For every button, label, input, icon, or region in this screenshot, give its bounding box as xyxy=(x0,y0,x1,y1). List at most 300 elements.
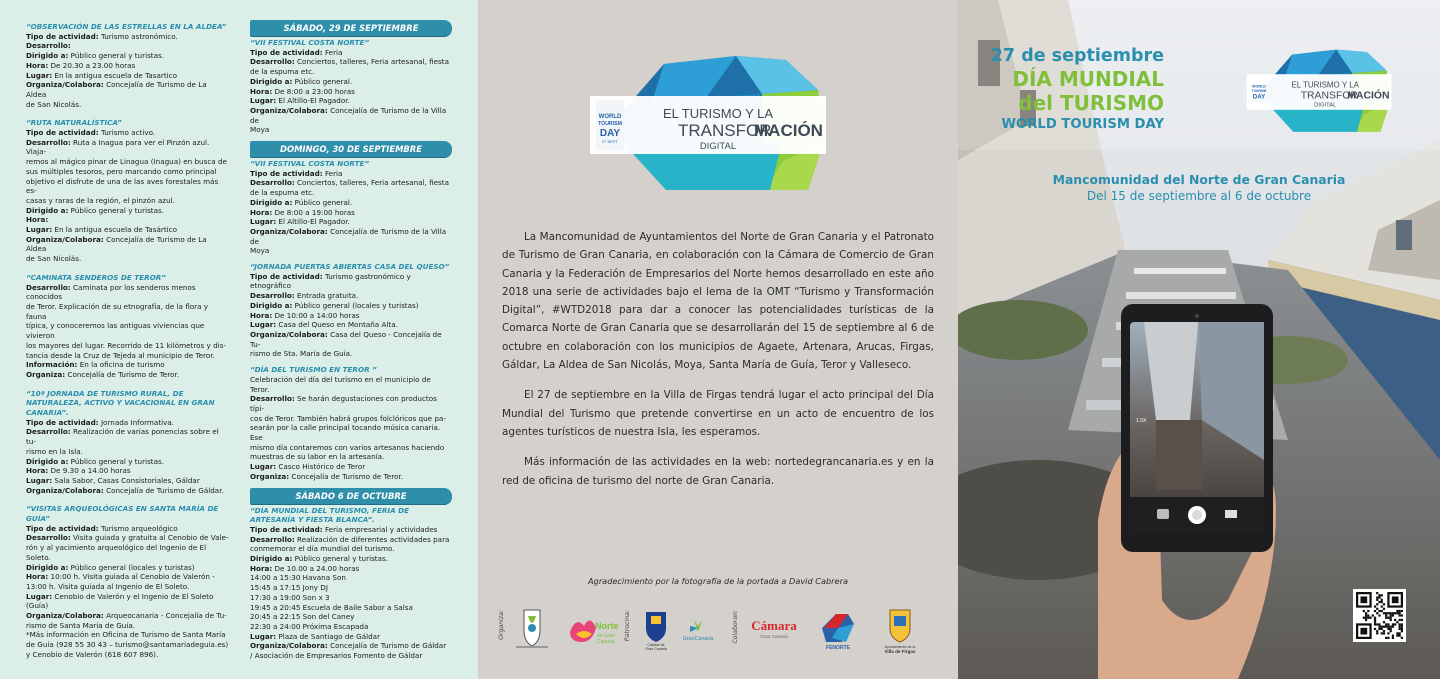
qr-code[interactable] xyxy=(1353,589,1406,642)
activity-detail xyxy=(250,67,452,77)
activity-detail xyxy=(250,535,452,545)
cover-logo-line-3: DIGITAL xyxy=(1314,102,1337,109)
activity-detail xyxy=(250,217,452,227)
intro-paragraph: La Mancomunidad de Ayuntamientos del Norte de Gran Canaria y el Patronato de Turismo de Gran Canaria, en colaboración con la Cámara de Comercio de Gran Canaria y la Federación de Empresarios del Norte hemos desarrollado en este año 2018 una serie de actividades bajo el lema de la OMT “Turismo y Transformación Digital”, #WTD2018 para dar a conocer las potencialidades turísticas de la Comarca Norte de Gran Canaria que se desarrollarán del 15 de septiembre al 6 de octubre en colaboración con los municipios de Agaete, Artenara, Arucas, Firgas, Gáldar, La Aldea de San Nicolás, Moya, Santa María de Guía, Teror y Valleseco. xyxy=(502,231,934,372)
detail-key: Información: xyxy=(26,360,78,370)
detail-value: Entrada gratuita. xyxy=(294,291,359,301)
detail-value: Público general. xyxy=(292,197,353,207)
intro-panel xyxy=(478,0,958,679)
activity-detail xyxy=(26,80,229,99)
detail-key: Lugar: xyxy=(250,462,277,472)
cover-logo-badge-tourism: TOURISM xyxy=(1251,89,1267,93)
detail-key: Hora: xyxy=(250,86,273,96)
detail-value: Jornada Informativa. xyxy=(98,417,175,427)
detail-key: Organiza/Colabora: xyxy=(250,105,328,115)
detail-value: Conciertos, talleres, Feria artesanal, fiesta xyxy=(294,178,450,188)
activity-detail xyxy=(26,302,229,321)
detail-value: de Guía (928 55 30 43 – turismo@santamariadeguia.es) xyxy=(26,640,229,650)
activity-detail xyxy=(250,573,452,583)
detail-value: Casa del Queso en Montaña Alta. xyxy=(276,320,398,330)
cover-campaign-logo xyxy=(1244,46,1404,138)
activity-detail xyxy=(26,476,229,486)
mancomunidad-logo xyxy=(512,606,552,650)
activity-detail xyxy=(250,593,452,603)
activity-detail xyxy=(250,87,452,97)
detail-value: conmemorar el día mundial del turismo. xyxy=(250,544,395,554)
detail-key: Hora: xyxy=(26,572,49,582)
activity-detail xyxy=(250,651,452,661)
activity-title: “VII FESTIVAL COSTA NORTE” xyxy=(250,159,370,169)
detail-value: Concejalía de Turismo de Gáldar. xyxy=(103,485,224,495)
activity-detail xyxy=(26,582,229,592)
logo-line-1: EL TURISMO Y LA xyxy=(662,106,774,121)
activity-block xyxy=(250,506,452,661)
detail-value: Moya xyxy=(250,246,270,256)
activity-detail xyxy=(250,564,452,574)
organizer-name: Mancomunidad del Norte de Gran Canaria xyxy=(1052,172,1346,187)
detail-key: Hora: xyxy=(250,563,273,573)
activity-detail xyxy=(26,466,229,476)
activity-detail xyxy=(250,330,452,349)
logo-line-3: DIGITAL xyxy=(699,141,737,152)
activity-detail xyxy=(26,51,229,61)
intro-text xyxy=(502,228,934,502)
detail-value: Público general y turistas. xyxy=(68,205,165,215)
detail-value: Público general y turistas. xyxy=(292,554,389,564)
detail-value: de Teror. Explicación de su etnografía, de la flora y fauna xyxy=(26,301,209,321)
activity-detail xyxy=(250,198,452,208)
intro-paragraph: El 27 de septiembre en la Villa de Firgas tendrá lugar el acto principal del Día Mundial del Turismo que pretende convertirse en un acto de encuentro de los agentes turísticos de nuestra Isla, les esperamos. xyxy=(502,389,934,438)
activity-detail xyxy=(250,320,452,330)
detail-key: Organiza/Colabora: xyxy=(26,611,104,621)
detail-key: Hora: xyxy=(250,310,273,320)
detail-key: Desarrollo: xyxy=(250,57,295,67)
detail-value: Público general y turistas. xyxy=(68,456,165,466)
detail-key: Tipo de actividad: xyxy=(250,271,323,281)
detail-value: Público general (locales y turistas) xyxy=(68,562,195,572)
activity-detail xyxy=(250,472,452,482)
activity-detail xyxy=(250,125,452,135)
cover-logo-line-1: EL TURISMO Y LA xyxy=(1291,80,1359,90)
detail-value: Casa del Queso - Concejalía de Tu- xyxy=(250,329,442,349)
activity-detail xyxy=(26,61,229,71)
detail-value: 19:45 a 20:45 Escuela de Baile Sabor a Salsa xyxy=(250,602,413,612)
detail-value: Visita guiada y gratuita al Cenobio de Vale- xyxy=(70,533,229,543)
activity-block xyxy=(250,159,452,256)
activities-column-1 xyxy=(26,22,229,669)
activity-detail xyxy=(26,283,229,302)
norte-logo-text-2: de Gran xyxy=(597,633,616,639)
activity-detail xyxy=(250,301,452,311)
logo-badge-world: WORLD xyxy=(598,114,622,120)
detail-value: Moya xyxy=(250,125,270,135)
detail-value: Público general. xyxy=(292,76,353,86)
camara-logo-subtext: Gran Canaria xyxy=(760,634,788,639)
norte-logo-text-3: Canaria xyxy=(597,639,615,645)
activity-title: “RUTA NATURALÍSTICA” xyxy=(26,118,122,128)
detail-key: Desarrollo: xyxy=(250,534,295,544)
detail-key: Organiza/Colabora: xyxy=(250,641,328,651)
activity-detail xyxy=(250,106,452,125)
detail-value: Cenobio de Valerón y el Ingenio de El Soleto xyxy=(52,591,214,601)
activity-title: “10ª JORNADA DE TURISMO RURAL, DE NATURALEZA, ACTIVO Y VACACIONAL EN GRAN CANARIA”. xyxy=(26,388,215,418)
activity-detail xyxy=(26,640,229,650)
cabildo-caption-1: Cabildo de xyxy=(647,643,665,647)
norte-logo-text: Norte xyxy=(595,621,619,631)
cover-logo-line-2b: MACIÓN xyxy=(1347,90,1390,102)
firgas-caption-1: Ayuntamiento de la xyxy=(884,645,916,649)
grancanaria-logo-text: GranCanaria xyxy=(682,636,714,642)
logo-line-2b: MACIÓN xyxy=(754,121,823,140)
detail-key: Organiza/Colabora: xyxy=(250,226,328,236)
organizer-block xyxy=(958,172,1440,205)
detail-key: Desarrollo: xyxy=(26,282,71,292)
detail-value: Se harán degustaciones con productos típi- xyxy=(250,394,437,413)
detail-value: El Altillo-El Pagador. xyxy=(276,96,350,106)
activity-title: “CAMINATA SENDEROS DE TEROR” xyxy=(26,272,166,282)
logo-badge-day: DAY xyxy=(599,128,621,139)
organiza-label: Organiza: xyxy=(498,610,505,640)
detail-key: Lugar: xyxy=(250,96,277,106)
activity-block xyxy=(26,504,229,659)
activity-detail xyxy=(26,611,229,621)
cabildo-logo xyxy=(641,608,671,652)
activity-detail xyxy=(250,443,452,453)
detail-value: Feria empresarial y actividades xyxy=(322,524,438,534)
detail-value: Concejalía de Turismo de la Villa de xyxy=(250,226,447,246)
detail-key: Tipo de actividad: xyxy=(26,31,99,41)
detail-value: Conciertos, talleres, Feria artesanal, fiesta xyxy=(294,57,450,67)
detail-key: Desarrollo: xyxy=(250,291,295,301)
activity-detail xyxy=(250,57,452,67)
cover-logo-badge-day: DAY xyxy=(1252,93,1266,101)
detail-key: Organiza: xyxy=(250,471,290,481)
detail-value: Concejalía de Turismo de Teror. xyxy=(65,369,179,379)
cover-subtitle: WORLD TOURISM DAY xyxy=(1001,117,1164,132)
detail-key: Desarrollo: xyxy=(26,427,71,437)
detail-value: Casco Histórico de Teror xyxy=(276,462,366,472)
detail-value: típica, y conoceremos las antiguas viviencias que vivieron xyxy=(26,321,205,341)
detail-value: y Cenobio de Valerón (618 607 896). xyxy=(26,649,159,659)
activity-detail xyxy=(250,311,452,321)
detail-value: Turismo gastronómico y etnográfico xyxy=(250,271,411,291)
detail-key: Tipo de actividad: xyxy=(250,47,323,57)
cabildo-caption-2: Gran Canaria xyxy=(645,647,667,651)
detail-value: Público general (locales y turistas) xyxy=(292,300,419,310)
activity-detail xyxy=(250,349,452,359)
activity-title: “VISITAS ARQUEOLÓGICAS EN SANTA MARÍA DE GUÍA” xyxy=(26,504,219,524)
detail-value: Turismo astronómico. xyxy=(98,31,178,41)
detail-key: Desarrollo: xyxy=(26,41,71,51)
cover-panel xyxy=(958,0,1440,679)
detail-value: mismo día contaremos con varios artesanos haciendo xyxy=(250,442,445,452)
detail-key: Dirigido a: xyxy=(26,562,69,572)
detail-key: Tipo de actividad: xyxy=(26,128,99,138)
activity-title: “JORNADA PUERTAS ABIERTAS CASA DEL QUESO” xyxy=(250,262,450,272)
detail-value: Concejalía de Turismo de La Aldea xyxy=(26,234,207,254)
logo-line-2a: TRANSFOR xyxy=(678,121,772,140)
detail-value: En la antigua escuela de Tasartico xyxy=(52,70,177,80)
activity-detail xyxy=(26,196,229,206)
activity-detail xyxy=(26,486,229,496)
activity-detail xyxy=(26,524,229,534)
detail-key: Desarrollo: xyxy=(250,178,295,188)
detail-value: de la espuma etc. xyxy=(250,188,315,198)
detail-value: Concejalía de Turismo de Teror. xyxy=(289,471,403,481)
detail-value: los mayores del lugar. Recorrido de 11 kilómetros y dis- xyxy=(26,340,226,350)
activity-detail xyxy=(26,360,229,370)
activity-detail xyxy=(250,622,452,632)
activity-block xyxy=(250,262,452,359)
phone-zoom-label: 1.0X xyxy=(1136,418,1147,424)
detail-key: Dirigido a: xyxy=(250,300,293,310)
activity-detail xyxy=(26,457,229,467)
detail-key: Organiza/Colabora: xyxy=(26,80,104,90)
activity-block xyxy=(26,22,229,109)
detail-value: / Asociación de Empresarios Fomento de Gáldar xyxy=(250,651,423,661)
activity-detail xyxy=(26,225,229,235)
detail-key: Dirigido a: xyxy=(26,456,69,466)
detail-key: Dirigido a: xyxy=(26,51,69,61)
activity-detail xyxy=(250,48,452,58)
detail-value: 20:45 a 22:15 Son del Caney xyxy=(250,612,355,622)
detail-key: Hora: xyxy=(250,207,273,217)
detail-key: Hora: xyxy=(26,215,49,225)
detail-value: Concejalía de Turismo de Gáldar xyxy=(327,641,447,651)
activity-block xyxy=(250,38,452,135)
day-header: SÁBADO 6 DE OCTUBRE xyxy=(250,488,452,504)
activity-detail xyxy=(26,592,229,602)
activity-detail xyxy=(250,291,452,301)
detail-value: 13:00 h. Visita guiada al Ingenio de El Soleto. xyxy=(26,581,190,591)
activity-detail xyxy=(26,128,229,138)
detail-value: tancia desde la Cruz de Tejeda al municipio de Teror. xyxy=(26,350,215,360)
activity-title: “OBSERVACIÓN DE LAS ESTRELLAS EN LA ALDEA” xyxy=(26,22,227,31)
activity-detail xyxy=(26,621,229,631)
detail-value: En la oficina de turismo xyxy=(77,360,165,370)
detail-value: Feria xyxy=(322,47,343,57)
detail-key: Lugar: xyxy=(250,217,277,227)
detail-value: Celebración del día del turismo en el municipio de Teror. xyxy=(250,374,431,394)
day-header: DOMINGO, 30 DE SEPTIEMBRE xyxy=(250,141,452,157)
activity-detail xyxy=(26,418,229,428)
detail-value: De 10.00 a 24.00 horas xyxy=(272,563,360,573)
activity-title: “VII FESTIVAL COSTA NORTE” xyxy=(250,38,370,47)
detail-value: Plaza de Santiago de Gáldar xyxy=(276,631,381,641)
activity-detail xyxy=(250,227,452,246)
detail-key: Dirigido a: xyxy=(250,197,293,207)
detail-key: Lugar: xyxy=(26,591,53,601)
detail-key: Tipo de actividad: xyxy=(26,523,99,533)
detail-key: Lugar: xyxy=(250,631,277,641)
detail-key: Organiza/Colabora: xyxy=(250,329,328,339)
detail-value: rismo de Santa María de Guía. xyxy=(26,620,136,630)
activity-detail xyxy=(26,177,229,196)
detail-value: de San Nicolás. xyxy=(26,99,82,109)
activity-detail xyxy=(26,630,229,640)
activity-detail xyxy=(26,543,229,562)
activity-detail xyxy=(250,208,452,218)
activity-block xyxy=(250,365,452,481)
event-dates: Del 15 de septiembre al 6 de octubre xyxy=(1086,189,1312,203)
activity-detail xyxy=(250,544,452,554)
gran-canaria-tourism-logo xyxy=(676,616,720,644)
detail-value: De 8:00 a 19:00 horas xyxy=(272,207,355,217)
activity-detail xyxy=(26,447,229,457)
detail-value: Realización de diferentes actividades para xyxy=(294,534,450,544)
activity-detail xyxy=(26,533,229,543)
campaign-logo xyxy=(586,50,846,200)
activity-detail xyxy=(250,583,452,593)
activity-detail xyxy=(26,427,229,446)
activity-block xyxy=(26,389,229,496)
activity-title: “DÍA DEL TURISMO EN TEROR ” xyxy=(250,365,377,375)
activity-detail xyxy=(250,612,452,622)
intro-paragraph: Más información de las actividades en la web: nortedegrancanaria.es y en la red de oficina de turismo del norte de Gran Canaria. xyxy=(502,456,934,487)
detail-key: Lugar: xyxy=(26,225,53,235)
activity-detail xyxy=(26,138,229,157)
activity-detail xyxy=(250,603,452,613)
activity-detail xyxy=(250,169,452,179)
activity-detail xyxy=(26,563,229,573)
firgas-caption-2: Villa de Firgas xyxy=(884,649,916,654)
camara-logo-text: Cámara xyxy=(751,618,797,633)
detail-value: Ruta a Inagua para ver el Pinzón azul. Viaja- xyxy=(26,137,210,157)
fenorte-logo xyxy=(818,608,858,652)
day-header: SÁBADO, 29 DE SEPTIEMBRE xyxy=(250,20,452,36)
detail-key: Lugar: xyxy=(26,70,53,80)
cover-title-line-1: DÍA MUNDIAL xyxy=(1012,67,1164,91)
detail-value: de San Nicolás. xyxy=(26,254,82,264)
activity-detail xyxy=(26,206,229,216)
activity-detail xyxy=(26,215,229,225)
detail-value: muestras de su labor en la artesanía. xyxy=(250,452,385,462)
detail-value: De 9.30 a 14.00 horas xyxy=(48,466,131,476)
activity-title: “DÍA MUNDIAL DEL TURISMO, FERIA DE ARTESANÍA Y FIESTA BLANCA”. xyxy=(250,505,410,525)
detail-value: searán por la calle principal tocando música canaria. Ese xyxy=(250,423,441,443)
activity-detail xyxy=(250,272,452,291)
activity-detail xyxy=(250,394,452,413)
activity-detail xyxy=(26,341,229,351)
detail-value: De 8:00 a 23:00 horas xyxy=(272,86,355,96)
logo-badge-date: 27 SEPT xyxy=(601,139,619,144)
fenorte-logo-text: FENORTE xyxy=(826,645,850,651)
detail-value: De 20.30 a 23.00 horas xyxy=(48,60,136,70)
detail-key: Lugar: xyxy=(26,475,53,485)
activity-detail xyxy=(26,572,229,582)
firgas-logo xyxy=(874,606,926,654)
detail-key: Tipo de actividad: xyxy=(250,524,323,534)
activities-column-2 xyxy=(250,20,452,667)
activity-detail xyxy=(250,96,452,106)
activity-detail xyxy=(250,77,452,87)
detail-value: casas y raras de la región, el pinzón azul. xyxy=(26,195,175,205)
norte-gran-canaria-logo xyxy=(566,614,628,648)
colaboran-label: Colaboran: xyxy=(732,610,739,644)
detail-value: rón y al yacimiento arqueológico del Ingenio de El Soleto. xyxy=(26,543,207,562)
activity-detail xyxy=(26,32,229,42)
detail-value: De 10:00 a 14:00 horas xyxy=(272,310,360,320)
activity-detail xyxy=(250,554,452,564)
detail-value: El Altillo-El Pagador. xyxy=(276,217,350,227)
activity-detail xyxy=(26,650,229,660)
detail-key: Dirigido a: xyxy=(26,205,69,215)
cover-title-block xyxy=(958,46,1164,133)
cover-date: 27 de septiembre xyxy=(990,46,1164,66)
detail-value: Realización de varias ponencias sobre el tu- xyxy=(26,427,219,447)
activity-detail xyxy=(250,414,452,424)
activity-detail xyxy=(250,423,452,442)
activity-detail xyxy=(26,71,229,81)
patrocina-label: Patrocina: xyxy=(624,610,631,642)
activity-detail xyxy=(250,525,452,535)
activity-detail xyxy=(26,370,229,380)
activity-detail xyxy=(26,157,229,167)
detail-value: Concejalía de Turismo de la Villa de xyxy=(250,105,447,125)
activity-detail xyxy=(250,632,452,642)
detail-key: Desarrollo: xyxy=(250,394,295,404)
detail-key: Tipo de actividad: xyxy=(26,417,99,427)
activity-detail xyxy=(250,375,452,394)
detail-key: Organiza: xyxy=(26,369,66,379)
detail-value: remos al mágico pinar de Linagua (Inagua) en busca de xyxy=(26,157,227,167)
activity-detail xyxy=(26,321,229,340)
detail-value: (Guía) xyxy=(26,601,49,611)
activity-detail xyxy=(250,452,452,462)
activity-detail xyxy=(250,462,452,472)
detail-value: Sala Sabor, Casas Consistoriales, Gáldar xyxy=(52,475,200,485)
detail-key: Organiza/Colabora: xyxy=(26,234,104,244)
activity-detail xyxy=(26,100,229,110)
detail-key: Desarrollo: xyxy=(26,137,71,147)
activity-detail xyxy=(250,641,452,651)
detail-value: Caminata por los senderos menos conocidos xyxy=(26,282,196,302)
detail-key: Hora: xyxy=(26,60,49,70)
detail-value: Turismo arqueológico xyxy=(98,523,178,533)
detail-value: sus múltiples tesoros, pero marcando como principal xyxy=(26,166,217,176)
detail-value: 10:00 h. Visita guiada al Cenobio de Valerón - xyxy=(48,572,215,582)
detail-value: objetivo el disfrute de una de las aves forestales más es- xyxy=(26,176,219,196)
activity-detail xyxy=(250,178,452,188)
detail-key: Desarrollo: xyxy=(26,533,71,543)
detail-value: rismo de Sta. María de Guía. xyxy=(250,349,353,359)
detail-value: 14:00 a 15:30 Havana Son xyxy=(250,573,346,583)
detail-value: 15:45 a 17:15 Jony DJ xyxy=(250,583,328,593)
activity-block xyxy=(26,273,229,380)
detail-value: 22:30 a 24:00 Próxima Escapada xyxy=(250,621,369,631)
detail-value: cos de Teror. También habrá grupos folclóricos que pa- xyxy=(250,413,446,423)
activity-block xyxy=(26,118,229,264)
activity-detail xyxy=(26,351,229,361)
cover-title-line-2: del TURISMO xyxy=(1018,91,1164,115)
detail-value: Arqueocanaria - Concejalía de Tu- xyxy=(103,611,227,621)
detail-value: Feria xyxy=(322,168,343,178)
photo-credit: Agradecimiento por la fotografía de la portada a David Cabrera xyxy=(588,576,848,586)
activity-detail xyxy=(26,167,229,177)
activity-detail xyxy=(26,254,229,264)
detail-key: Dirigido a: xyxy=(250,76,293,86)
detail-key: Hora: xyxy=(26,466,49,476)
detail-value: 17:30 a 19:00 Son x 3 xyxy=(250,592,330,602)
cover-logo-badge-world: WORLD xyxy=(1252,84,1266,89)
detail-value: *Más información en Oficina de Turismo de Santa María xyxy=(26,630,226,640)
sponsors-strip xyxy=(496,604,946,658)
detail-value: En la antigua escuela de Tasártico xyxy=(52,225,177,235)
activity-detail xyxy=(26,41,229,51)
qr-code-pattern xyxy=(1356,592,1403,639)
detail-value: Público general y turistas. xyxy=(68,51,165,61)
camara-logo xyxy=(746,614,810,644)
